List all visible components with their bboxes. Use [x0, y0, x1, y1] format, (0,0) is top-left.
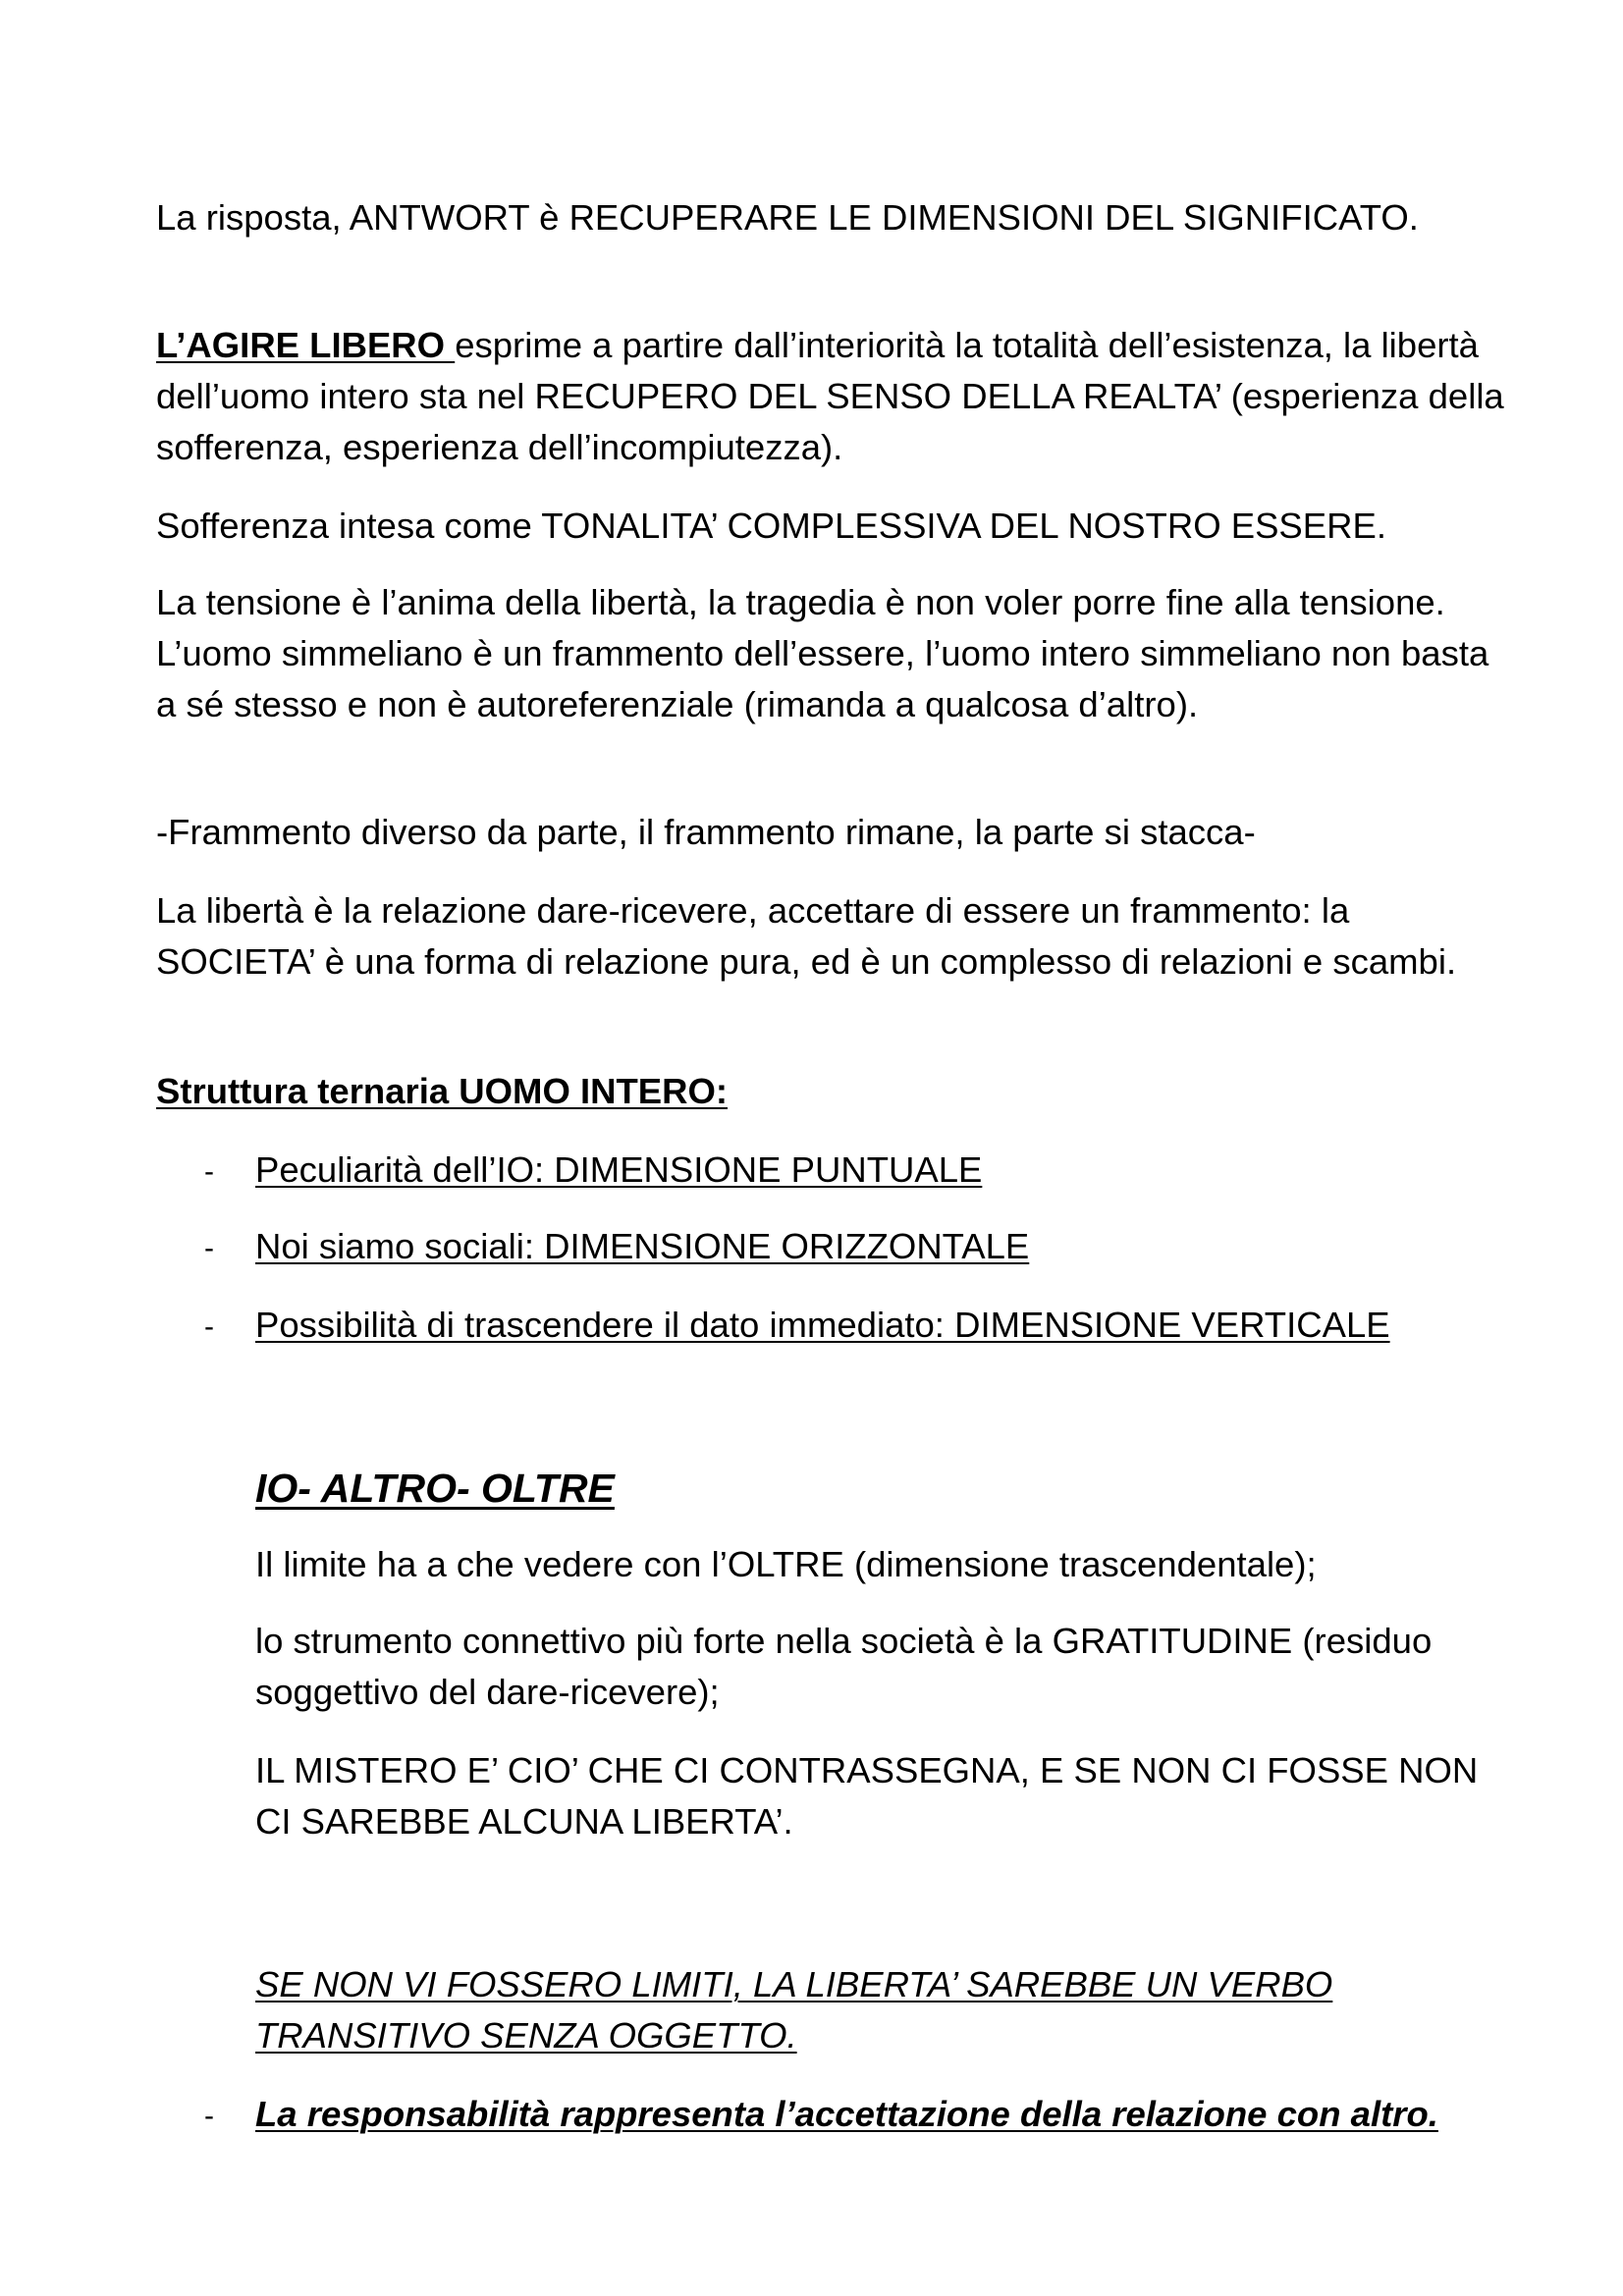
- quote-limits: SE NON VI FOSSERO LIMITI, LA LIBERTA’ SAREBBE UN VERBO TRANSITIVO SENZA OGGETTO.: [255, 1964, 1333, 2056]
- section-heading: IO- ALTRO- OLTRE: [255, 1466, 615, 1511]
- free-action-term: L’AGIRE LIBERO: [156, 325, 456, 365]
- structure-item: Peculiarità dell’IO: DIMENSIONE PUNTUALE: [255, 1149, 983, 1190]
- bullet-dash: -: [204, 1310, 214, 1343]
- paragraph-answer: La risposta, ANTWORT è RECUPERARE LE DIMENSIONI DEL SIGNIFICATO.: [156, 197, 1419, 238]
- final-bullet-responsibility: La responsabilità rappresenta l’accettazione della relazione con altro.: [255, 2094, 1438, 2134]
- bullet-dash: -: [204, 2100, 214, 2132]
- structure-title: Struttura ternaria UOMO INTERO:: [156, 1071, 729, 1111]
- bullet-dash: -: [204, 1155, 214, 1188]
- paragraph-free-action: [156, 320, 1511, 473]
- paragraph-fragment: -Frammento diverso da parte, il frammento rimane, la parte si stacca-: [156, 812, 1256, 852]
- paragraph-gratitude: lo strumento connettivo più forte nella società è la GRATITUDINE (residuo soggettivo del dare-ricevere);: [255, 1621, 1433, 1712]
- paragraph-freedom-relation: La libertà è la relazione dare-ricevere, accettare di essere un frammento: la SOCIETA’ è una forma di relazione pura, ed è un complesso di relazioni e scambi.: [156, 890, 1457, 982]
- paragraph-tension: La tensione è l’anima della libertà, la tragedia è non voler porre fine alla tensione. L’uomo simmeliano è un frammento dell’essere, l’uomo intero simmeliano non basta a sé stesso e non è autoreferenziale (rimanda a qualcosa d’altro).: [156, 582, 1489, 724]
- paragraph-mystery: IL MISTERO E’ CIO’ CHE CI CONTRASSEGNA, E SE NON CI FOSSE NON CI SAREBBE ALCUNA LIBERTA’.: [255, 1750, 1479, 1842]
- paragraph-limit: Il limite ha a che vedere con l’OLTRE (dimensione trascendentale);: [255, 1544, 1317, 1584]
- structure-item: Noi siamo sociali: DIMENSIONE ORIZZONTALE: [255, 1226, 1030, 1266]
- paragraph-suffering: Sofferenza intesa come TONALITA’ COMPLESSIVA DEL NOSTRO ESSERE.: [156, 506, 1386, 546]
- bullet-dash: -: [204, 1232, 214, 1264]
- structure-item: Possibilità di trascendere il dato immediato: DIMENSIONE VERTICALE: [255, 1305, 1390, 1345]
- free-action-text: esprime a partire dall’interiorità la totalità dell’esistenza, la libertà dell’uomo intero sta nel RECUPERO DEL SENSO DELLA REALTA’ (esperienza della sofferenza, esperienza dell’incompiutezza).: [156, 325, 1504, 467]
